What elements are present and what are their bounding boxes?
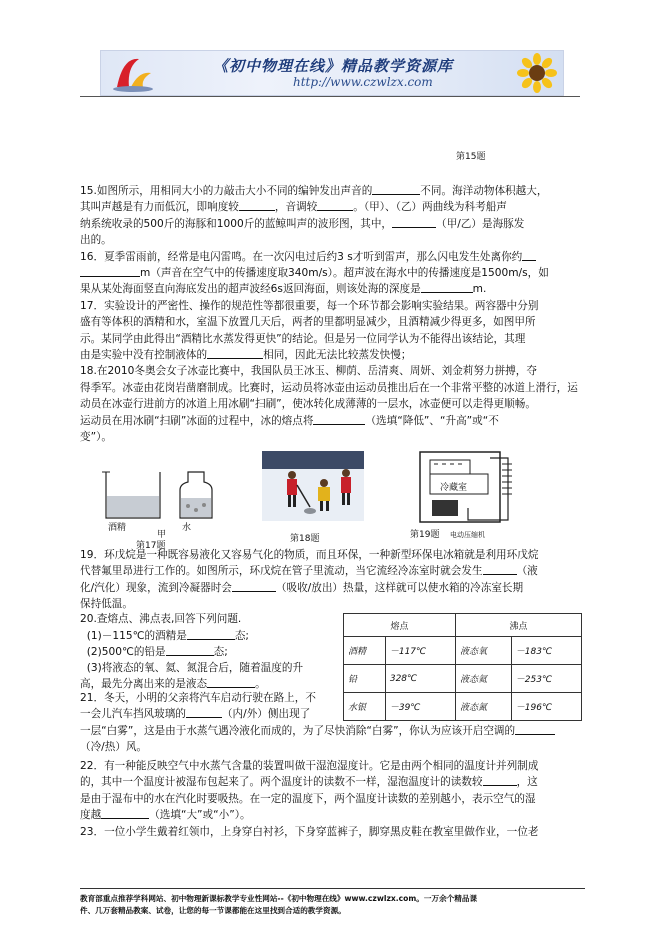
answer-blank[interactable] [522,249,536,261]
header-rule [80,96,580,97]
figure-19-box-label: 冷藏室 [440,483,468,493]
table-cell: 酒精 [344,637,386,665]
figure-17-left-label: 酒精 [108,523,127,533]
question-22: 22．有一种能反映空气中水蒸气含量的装置叫做干湿泡湿度计。它是由两个相同的温度计并列制成 的，其中一个温度计被湿布包起来了。两个温度计的读数不一样，湿泡温度计的读数较 ，这 是由于湿布中的水在汽化时要吸热。在一定的温度下，两个温度计读数的差别越小，表示空气的湿 度越 （选填“大”或“小”）。 [80,760,539,822]
table-cell: －117℃ [385,637,455,665]
question-16: 16．夏季雷雨前，经常是电闪雷鸣。在一次闪电过后约3 s才听到雷声，那么闪电发生处离你约 m（声音在空气中的传播速度取340m/s）。超声波在海水中的传播速度是1500m/s，如 果从某处海面竖直向海底发出的超声波经6s返回海面，则该处海的深度是 m. [80,250,549,296]
figure-15-caption: 第15题 [456,152,486,162]
answer-blank[interactable] [372,183,420,195]
table-header-melting: 熔点 [344,614,456,637]
question-19: 19．环戊烷是一种既容易液化又容易气化的物质，而且环保，一种新型环保电冰箱就是利用环戊烷 代替氟里昂进行工作的。如图所示，环戊烷在管子里流动，当它流经冷冻室时就会发生 （液 化/汽化）现象，流到冷凝器时会 （吸收/放出）热量，这样就可以使水箱的冷冻室长期 保持低温。 [80,549,539,611]
table-cell: －183℃ [511,637,581,665]
answer-blank[interactable] [483,774,517,786]
question-18: 18.在2010冬奥会女子冰壶比赛中，我国队员王冰玉、柳荫、岳清爽、周妍、刘金莉努力拼搏，夺 得季军。冰壶由花岗岩凿磨制成。比赛时，运动员将冰壶由运动员推出后在一个非常平整的冰道上滑行，运 动员在冰壶行进前方的冰道上用冰刷“扫刷”，使冰转化成薄薄的一层水，冰壶便可以走得更顺畅。 运动员在用冰刷“扫刷”冰面的过程中，冰的熔点将 （选填“降低”、“升高”或“不 变”）。 [80,365,578,444]
figure-17-caption: 第17题 [136,541,166,551]
question-15: 15.如图所示，用相同大小的力敲击大小不同的编钟发出声音的 不同。海洋动物体积越大， 其叫声越是有力而低沉，即响度较 ，音调较 。（甲）、（乙）两曲线为科考船声 纳系统收录的500斤的海豚和1000斤的蓝鲸叫声的波形图，其中， （甲/乙）是海豚发 出的。 [80,185,548,247]
table-cell: 328℃ [385,665,455,693]
figure-18-photo [262,451,364,521]
answer-blank[interactable] [421,281,473,293]
answer-blank[interactable] [515,723,555,735]
beaker-icon [102,472,160,518]
table-row [344,637,582,665]
figure-19-caption: 第19题 [410,530,440,540]
answer-blank[interactable] [207,347,263,359]
footer-line-2: 件、几万套精品教案、试卷，让您的每一节课都能在这里找到合适的教学资源。 [80,906,346,915]
table-cell: －253℃ [511,665,581,693]
questions-15-18 [80,183,585,446]
table-header-boiling: 沸点 [456,614,582,637]
page-footer [80,888,585,917]
answer-blank[interactable] [207,676,255,688]
figure-17-mid-label: 甲 [157,530,167,540]
table-header-row [344,614,582,637]
answer-blank[interactable] [232,580,276,592]
question-21: 21．冬天，小明的父亲将汽车启动行驶在路上，不 一会儿汽车挡风玻璃的 （内/外）侧出现了 一层“白雾”，这是由于水蒸气遇冷液化而成的，为了尽快消除“白雾”，你认为应该开启空调的 （冷/热）风。 [80,690,585,756]
header-title: 《初中物理在线》精品教学资源库 [213,57,454,75]
question-17: 17．实验设计的严密性、操作的规范性等都很重要，每一个环节都会影响实验结果。两容器中分别 盛有等体积的酒精和水，室温下放置几天后，两者的里都明显减少，且酒精减少得更多，如图甲所 示。某同学由此得出“酒精比水蒸发得更快”的结论。但是另一位同学认为不能得出该结论，其理 由是实验中没有控制液体的 相同，因此无法比较蒸发快慢； [80,299,539,362]
question-20: 20.查熔点、沸点表,回答下列问题. (1)－115℃的酒精是 态; (2)500℃的铅是 态; (3)将液态的氧、氦、氮混合后，随着温度的升 高，最先分离出来的是液态 。 [80,613,304,690]
footer-line-1: 教育部重点推荐学科网站、初中物理新课标教学专业性网站--《初中物理在线》www.czwlzx.com。一万余个精品课 [80,894,478,903]
table-cell: 液态氮 [456,693,512,721]
answer-blank[interactable] [483,563,517,575]
table-cell: 液态氧 [456,637,512,665]
answer-blank[interactable] [313,413,365,425]
table-cell: －196℃ [511,693,581,721]
table-cell: －39℃ [385,693,455,721]
question-23: 23．一位小学生戴着红领巾，上身穿白衬衫，下身穿蓝裤子，脚穿黑皮鞋在教室里做作业，一位老 [80,825,539,838]
answer-blank[interactable] [166,644,214,656]
table-cell: 铅 [344,665,386,693]
answer-blank[interactable] [101,807,149,819]
logo-icon [109,53,157,93]
sunflower-icon [517,53,557,93]
header-url[interactable]: http://www.czwlzx.com [293,75,433,89]
table-cell: 液态氦 [456,665,512,693]
figure-19-motor-label: 电动压缩机 [450,531,485,539]
answer-blank[interactable] [187,628,235,640]
figure-17-right-label: 水 [182,523,192,533]
answer-blank[interactable] [239,199,275,211]
table-cell: 水银 [344,693,386,721]
answer-blank[interactable] [317,199,353,211]
answer-blank[interactable] [392,216,436,228]
compressor-icon [432,500,458,516]
answer-blank[interactable] [186,706,222,718]
header-banner [100,50,564,96]
questions-22-23 [80,758,585,840]
figure-19-diagram [418,450,518,532]
figure-18-caption: 第18题 [290,534,320,544]
bottle-icon [180,472,212,518]
table-row [344,665,582,693]
answer-blank[interactable] [80,265,140,277]
